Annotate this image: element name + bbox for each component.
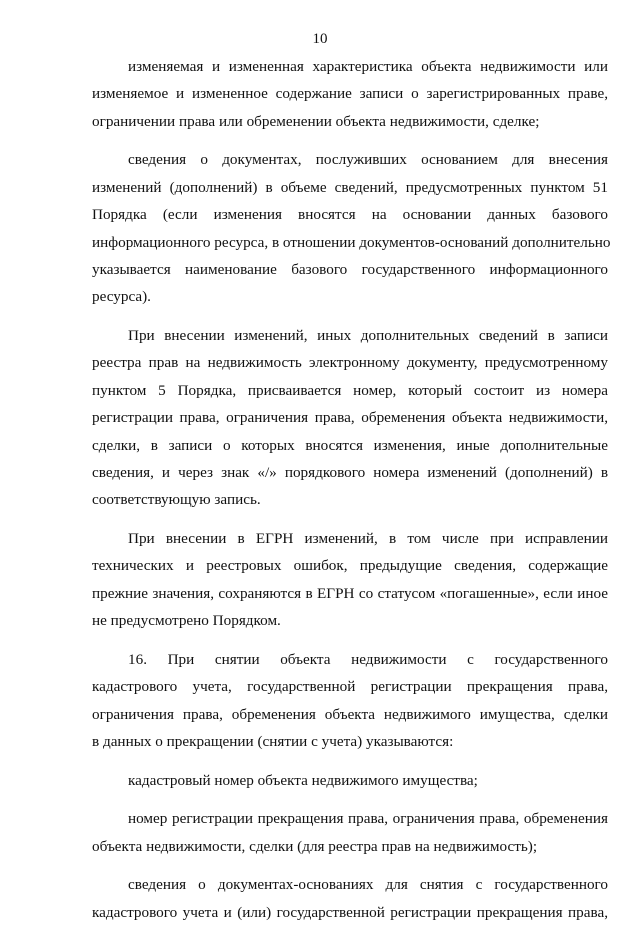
- paragraph: [92, 146, 611, 310]
- text-line: указывается наименование базового государственного информационного: [92, 261, 608, 279]
- text-line: номер регистрации прекращения права, ограничения права, обременения: [128, 810, 608, 828]
- paragraph: [92, 805, 608, 860]
- text-line: кадастрового учета, государственной регистрации прекращения права,: [92, 678, 608, 696]
- text-line: не предусмотрено Порядком.: [92, 612, 281, 630]
- paragraph: [92, 525, 608, 635]
- paragraph: [92, 767, 608, 794]
- paragraph: [92, 53, 608, 135]
- text-line: При внесении изменений, иных дополнительных сведений в записи: [128, 327, 608, 345]
- text-line: прежние значения, сохраняются в ЕГРН со статусом «погашенные», если иное: [92, 584, 608, 602]
- text-line: сведения о документах-основаниях для снятия с государственного: [128, 876, 608, 894]
- text-line: сделки, в записи о которых вносятся изменения, иные дополнительные: [92, 436, 608, 454]
- text-line: сведения о документах, послуживших основанием для внесения: [128, 151, 608, 169]
- page-number: 10: [312, 31, 328, 47]
- text-line: При внесении в ЕГРН изменений, в том числе при исправлении: [128, 530, 608, 548]
- text-line: технических и реестровых ошибок, предыдущие сведения, содержащие: [92, 557, 608, 575]
- text-line: сведения, и через знак «/» порядкового номера изменений (дополнений) в: [92, 464, 608, 482]
- text-line: изменений (дополнений) в объеме сведений, предусмотренных пунктом 51: [92, 178, 608, 196]
- text-line: ограничения права, обременения объекта недвижимого имущества, сделки: [92, 705, 608, 723]
- text-line: кадастровый номер объекта недвижимого имущества;: [128, 771, 478, 789]
- text-line: ограничении права или обременении объекта недвижимости, сделке;: [92, 112, 540, 130]
- text-line: изменяемая и измененная характеристика объекта недвижимости или: [128, 58, 608, 75]
- text-line: ресурса).: [92, 288, 151, 306]
- paragraph: [92, 646, 608, 756]
- text-line: соответствующую запись.: [92, 491, 261, 509]
- text-line: кадастрового учета и (или) государственной регистрации прекращения права,: [92, 903, 608, 921]
- text-line: 16. При снятии объекта недвижимости с государственного: [128, 650, 608, 668]
- document-body: [92, 53, 611, 937]
- text-line: регистрации права, ограничения права, обременения объекта недвижимости,: [92, 409, 608, 427]
- text-line: изменяемое и измененное содержание записи о зарегистрированных праве,: [92, 85, 608, 103]
- paragraph: [92, 871, 608, 926]
- text-line: объекта недвижимости, сделки (для реестра прав на недвижимость);: [92, 837, 538, 855]
- text-line: в данных о прекращении (снятии с учета) указываются:: [92, 733, 454, 751]
- text-line: Порядка (если изменения вносятся на основании данных базового: [92, 206, 608, 224]
- paragraph: [92, 322, 608, 514]
- text-line: пунктом 5 Порядка, присваивается номер, который состоит из номера: [92, 381, 608, 399]
- text-line: реестра прав на недвижимость электронному документу, предусмотренному: [92, 354, 608, 372]
- text-line: информационного ресурса, в отношении документов-оснований дополнительно: [92, 233, 611, 251]
